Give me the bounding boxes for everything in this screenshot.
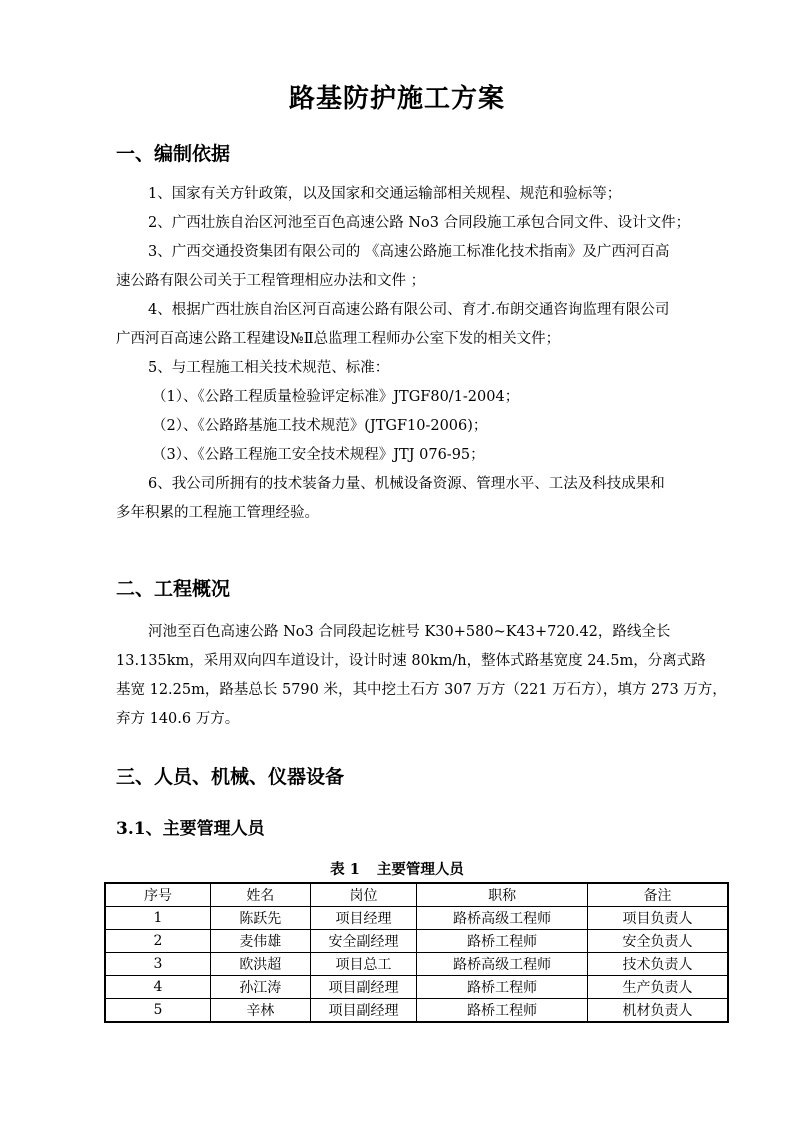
table-cell: 路桥高级工程师 — [417, 907, 588, 930]
basis-item: 5、与工程施工相关技术规范、标准： — [148, 360, 390, 376]
basis-item-continuation: 多年积累的工程施工管理经验。 — [116, 505, 319, 521]
table-cell: 技术负责人 — [587, 953, 728, 976]
table-cell: 欧洪超 — [211, 953, 311, 976]
standard-item: （2）、《公路路基施工技术规范》(JTGF10-2006)； — [152, 418, 488, 434]
basis-item: 3、广西交通投资集团有限公司的 《高速公路施工标准化技术指南》及广西河百高 — [148, 244, 670, 260]
overview-line: 河池至百色高速公路 No3 合同段起讫桩号 K30+580~K43+720.42，路线全长 — [148, 624, 671, 640]
table-cell: 项目总工 — [310, 953, 417, 976]
management-staff-table — [104, 882, 729, 1023]
section-heading-resources: 三、人员、机械、仪器设备 — [116, 766, 345, 788]
table-cell: 项目负责人 — [587, 907, 728, 930]
table-row — [105, 907, 728, 930]
overview-line: 基宽 12.25m，路基总长 5790 米，其中挖土石方 307 万方（221 万石方），填方 273 万方， — [116, 682, 727, 698]
standard-item: （1）、《公路工程质量检验评定标准》JTGF80/1-2004； — [152, 389, 520, 405]
table-caption-number: 表 1 — [330, 861, 360, 878]
overview-paragraph — [116, 618, 727, 734]
column-header: 备注 — [587, 883, 728, 907]
basis-item-continuation: 速公路有限公司关于工程管理相应办法和文件 ； — [116, 273, 426, 289]
table-cell: 路桥工程师 — [417, 930, 588, 953]
basis-item: 4、根据广西壮族自治区河百高速公路有限公司、育才.布朗交通咨询监理有限公司 — [148, 302, 670, 318]
standard-item: （3）、《公路工程施工安全技术规程》JTJ 076-95； — [152, 447, 485, 463]
table-cell: 1 — [105, 907, 211, 930]
table-cell: 孙江涛 — [211, 976, 311, 999]
table-cell: 机材负责人 — [587, 999, 728, 1023]
table-cell: 陈跃先 — [211, 907, 311, 930]
overview-line: 弃方 140.6 万方。 — [116, 711, 240, 727]
basis-item-continuation: 广西河百高速公路工程建设№Ⅱ总监理工程师办公室下发的相关文件； — [116, 331, 561, 347]
overview-line: 13.135km，采用双向四车道设计，设计时速 80km/h，整体式路基宽度 24.5m，分离式路 — [116, 653, 706, 669]
column-header: 职称 — [417, 883, 588, 907]
section-heading-overview: 二、工程概况 — [116, 578, 231, 600]
table-row — [105, 999, 728, 1023]
table-cell: 麦伟雄 — [211, 930, 311, 953]
table-cell: 4 — [105, 976, 211, 999]
table-cell: 安全负责人 — [587, 930, 728, 953]
column-header: 姓名 — [211, 883, 311, 907]
column-header: 岗位 — [310, 883, 417, 907]
table-cell: 2 — [105, 930, 211, 953]
table-cell: 路桥高级工程师 — [417, 953, 588, 976]
table-caption — [0, 858, 794, 879]
table-caption-title: 主要管理人员 — [376, 861, 464, 878]
table-row — [105, 976, 728, 999]
basis-item: 1、国家有关方针政策，以及国家和交通运输部相关规程、规范和验标等； — [148, 186, 622, 202]
table-header-row — [105, 883, 728, 907]
table-cell: 安全副经理 — [310, 930, 417, 953]
table-row — [105, 930, 728, 953]
column-header: 序号 — [105, 883, 211, 907]
table-cell: 路桥工程师 — [417, 976, 588, 999]
basis-item: 6、我公司所拥有的技术装备力量、机械设备资源、管理水平、工法及科技成果和 — [148, 476, 665, 492]
basis-item: 2、广西壮族自治区河池至百色高速公路 No3 合同段施工承包合同文件、设计文件； — [148, 215, 691, 231]
table-cell: 生产负责人 — [587, 976, 728, 999]
section-heading-basis: 一、编制依据 — [116, 143, 231, 165]
table-cell: 项目经理 — [310, 907, 417, 930]
table-cell: 辛林 — [211, 999, 311, 1023]
subsection-heading-management: 3.1、主要管理人员 — [116, 819, 265, 839]
table-cell: 5 — [105, 999, 211, 1023]
table-cell: 项目副经理 — [310, 976, 417, 999]
table-cell: 3 — [105, 953, 211, 976]
table-cell: 项目副经理 — [310, 999, 417, 1023]
basis-list — [116, 180, 722, 528]
table-cell: 路桥工程师 — [417, 999, 588, 1023]
document-title: 路基防护施工方案 — [288, 84, 505, 114]
table-row — [105, 953, 728, 976]
